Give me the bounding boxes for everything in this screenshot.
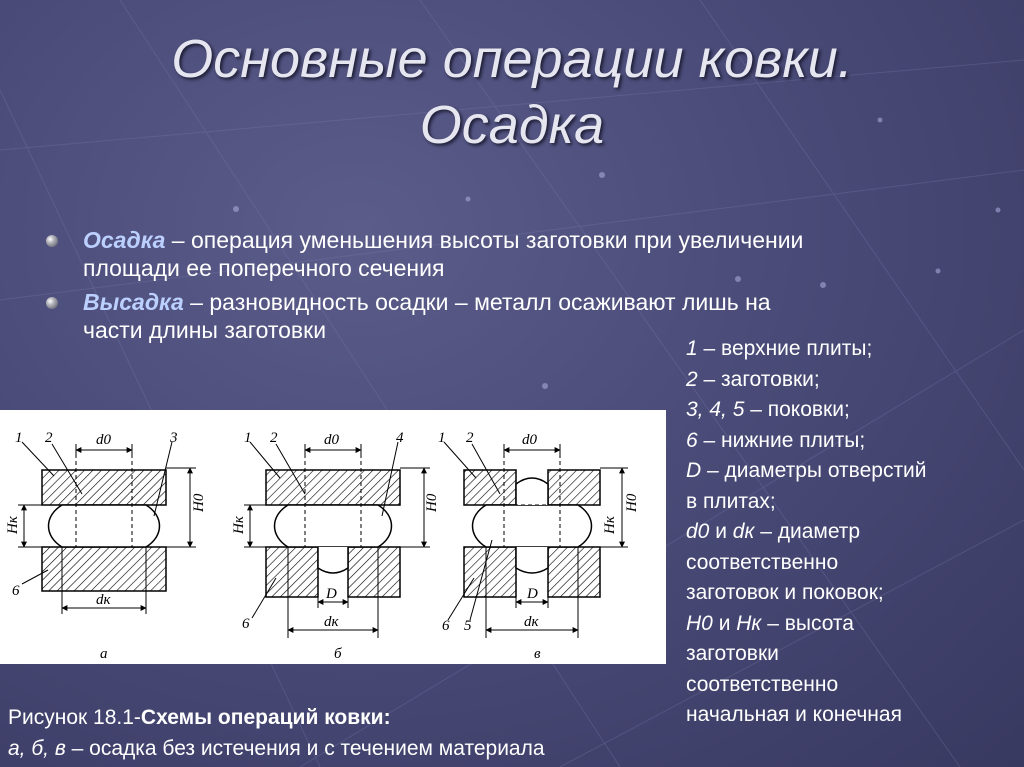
label-1: 1	[244, 430, 252, 446]
label-dk: dк	[524, 614, 539, 630]
bullet-sphere-icon	[46, 297, 58, 309]
legend-line: соответственно	[686, 672, 839, 696]
bullet-sphere-icon	[46, 235, 58, 247]
legend-line: 2 – заготовки;	[686, 367, 820, 391]
scheme-v	[438, 430, 640, 662]
caption-line-2: а, б, в – осадка без истечения и с течением материала	[8, 737, 545, 760]
caption-line-1: Рисунок 18.1-Схемы операций ковки:	[8, 706, 391, 729]
lower-plate-right	[548, 547, 600, 597]
lower-plate-left	[464, 547, 516, 597]
scheme-a	[5, 430, 207, 662]
label-d0: d0	[522, 432, 537, 448]
label-5: 5	[464, 618, 472, 634]
forging-boss	[318, 547, 348, 573]
upper-plate	[266, 470, 400, 505]
lower-plate-left	[266, 547, 318, 597]
label-2: 2	[45, 430, 53, 446]
legend-line: H0 и Hк – высота	[686, 611, 854, 635]
label-scheme-a: а	[100, 646, 108, 662]
label-1: 1	[438, 430, 446, 446]
legend-line: соответственно	[686, 550, 839, 574]
forging-barrel	[473, 505, 592, 547]
forging-boss-bottom	[516, 547, 548, 573]
label-d0: d0	[324, 432, 339, 448]
bullet-term: Осадка	[83, 227, 166, 253]
bullet-definition: – разновидность осадки – металл осаживают лишь на	[183, 289, 771, 315]
label-3: 3	[170, 430, 178, 446]
forging-barrel	[49, 505, 160, 547]
label-d0: d0	[96, 432, 111, 448]
legend-line: d0 и dк – диаметр	[686, 520, 861, 543]
bullet-definition: – операция уменьшения высоты заготовки при увеличении	[165, 227, 804, 253]
legend-line: 6 – нижние плиты;	[686, 428, 866, 452]
label-hk: Hк	[231, 516, 247, 534]
forging-barrel	[275, 505, 392, 547]
legend-line: в плитах;	[686, 489, 776, 513]
label-6: 6	[242, 616, 250, 632]
label-scheme-v: в	[534, 646, 541, 662]
legend-line: D – диаметры отверстий	[686, 459, 927, 482]
label-scheme-b: б	[334, 646, 342, 662]
lower-plate-right	[348, 547, 400, 597]
upper-plate	[42, 470, 166, 505]
label-dk: dк	[324, 614, 339, 630]
label-hk: Hк	[5, 516, 21, 534]
upper-plate-right	[548, 470, 600, 505]
scheme-b	[231, 430, 440, 662]
label-1: 1	[15, 430, 23, 446]
bullet-text	[83, 288, 771, 344]
bullet-text	[83, 226, 803, 282]
label-h0: H0	[191, 493, 207, 512]
bullet-definition-continued: площади ее поперечного сечения	[83, 255, 445, 281]
slide-title-line-1: Основные операции ковки.	[171, 29, 853, 89]
label-2: 2	[270, 430, 278, 446]
label-h0: H0	[424, 493, 440, 512]
lower-plate	[42, 547, 166, 591]
legend-line: заготовки	[686, 642, 779, 665]
label-4: 4	[396, 430, 404, 446]
legend-line: 1 – верхние плиты;	[686, 337, 873, 360]
slide-title-line-2: Осадка	[419, 95, 605, 155]
label-D: D	[326, 586, 337, 602]
label-h0: H0	[624, 493, 640, 512]
label-6: 6	[12, 583, 20, 599]
label-D: D	[527, 586, 538, 602]
label-hk: Hк	[602, 516, 618, 534]
legend-line: начальная и конечная	[686, 703, 902, 726]
figure-legend	[686, 334, 1016, 731]
forging-schemes-drawing	[0, 410, 666, 664]
label-6: 6	[442, 618, 450, 634]
legend-line: заготовок и поковок;	[686, 581, 884, 604]
legend-line: 3, 4, 5 – поковки;	[686, 398, 850, 421]
bullet-term: Высадка	[83, 289, 184, 315]
figure-caption	[8, 702, 545, 764]
label-2: 2	[466, 430, 474, 446]
bullet-definition-continued: части длины заготовки	[83, 317, 327, 343]
label-dk: dк	[96, 592, 111, 608]
forging-schemes-figure	[0, 410, 666, 664]
forging-boss-top	[516, 478, 548, 505]
